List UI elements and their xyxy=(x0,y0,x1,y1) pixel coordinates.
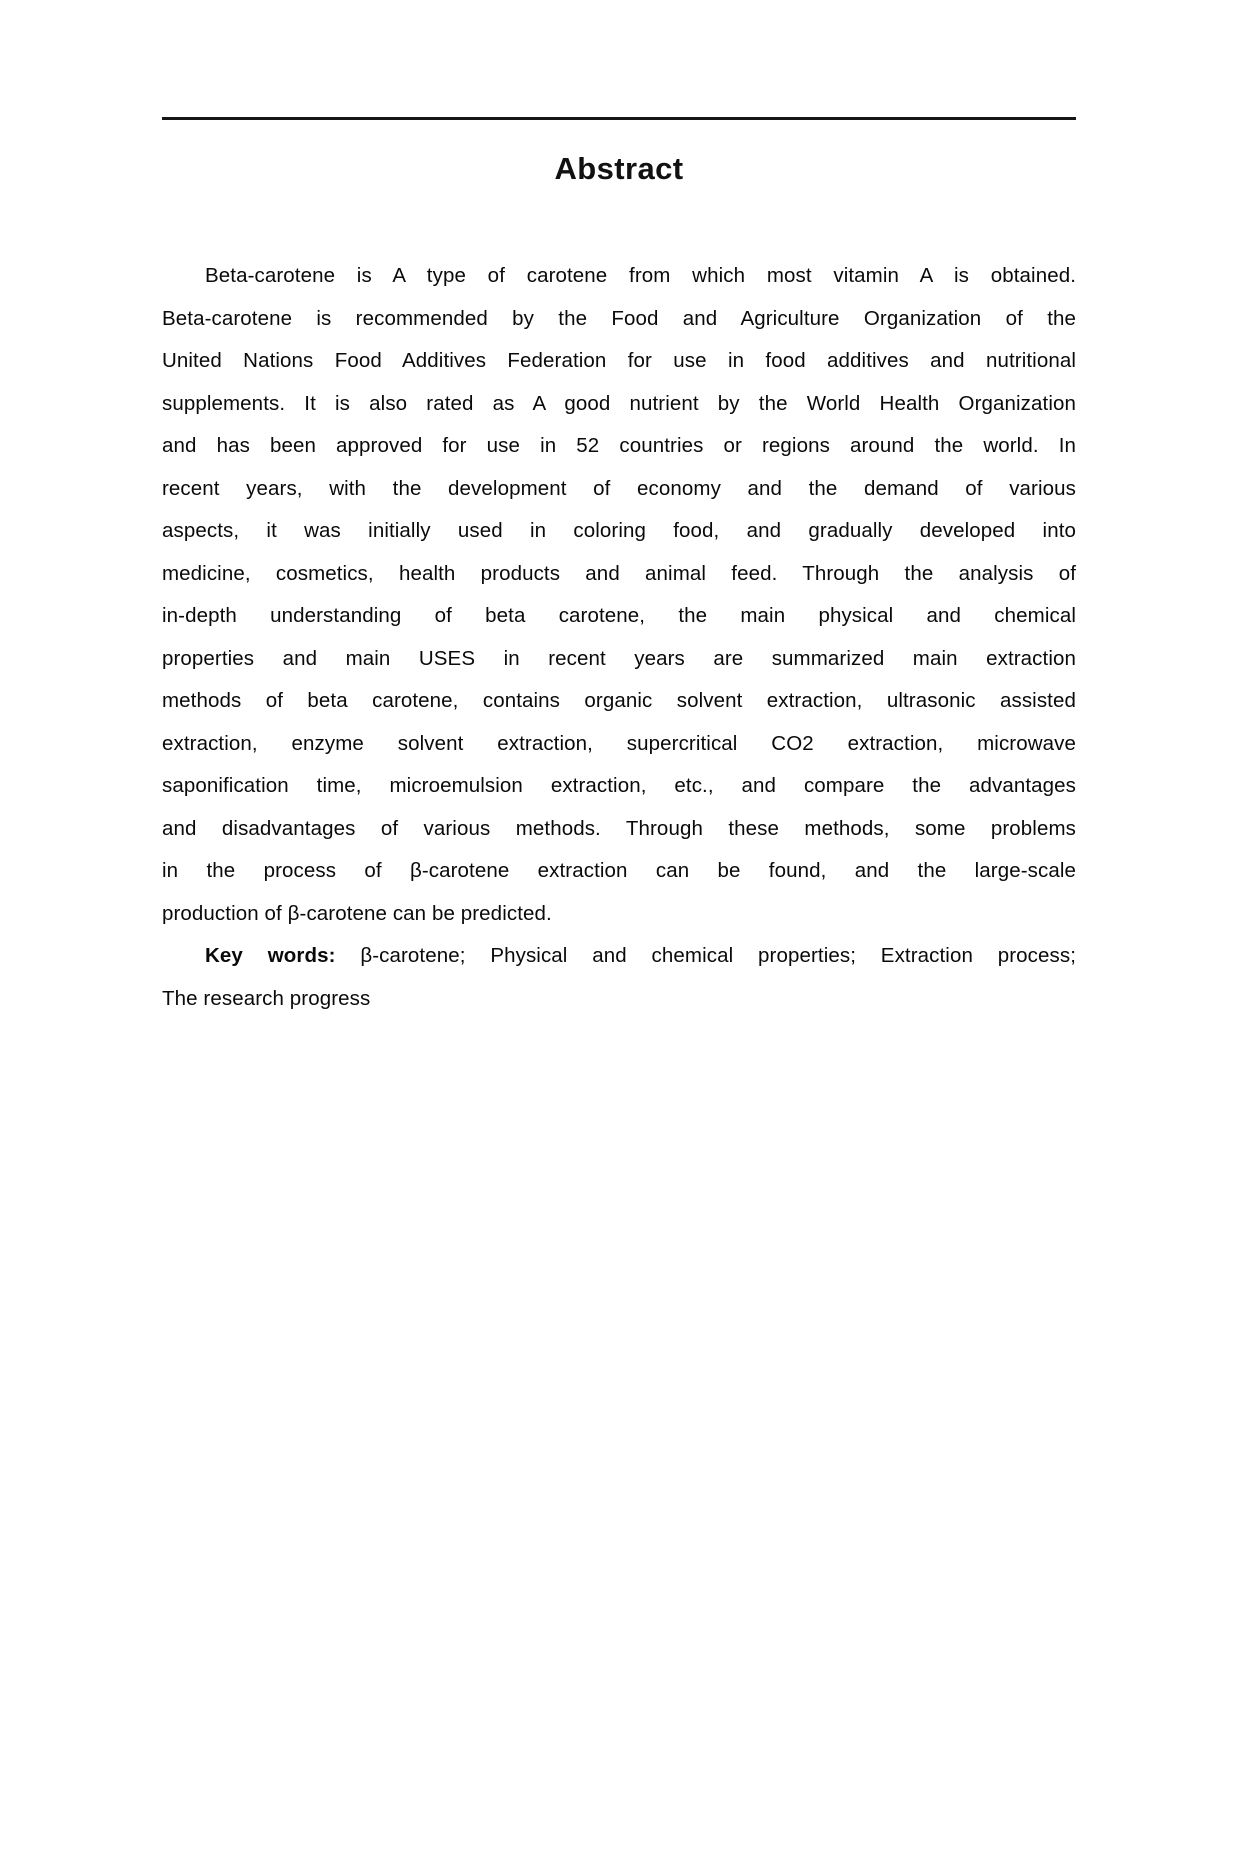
keywords-tail-line: The research progress xyxy=(162,986,371,1010)
abstract-line: saponification time, microemulsion extraction, etc., and compare the advantages xyxy=(162,774,1076,797)
abstract-line: methods of beta carotene, contains organic solvent extraction, ultrasonic assisted xyxy=(162,689,1076,712)
keywords-label: Key words: xyxy=(205,944,336,967)
document-page xyxy=(0,117,1240,1871)
abstract-line: supplements. It is also rated as A good nutrient by the World Health Organization xyxy=(162,391,1076,415)
keywords-paragraph xyxy=(162,935,1076,1020)
abstract-line: production of β-carotene can be predicted. xyxy=(162,901,552,925)
header-rule xyxy=(162,117,1076,120)
abstract-line: Beta-carotene is A type of carotene from which most vitamin A is obtained. xyxy=(205,264,1076,287)
abstract-paragraph xyxy=(162,255,1076,935)
keywords-items: β-carotene; Physical and chemical properties; Extraction process; xyxy=(360,944,1077,967)
keywords-line xyxy=(162,935,1076,978)
abstract-line: medicine, cosmetics, health products and animal feed. Through the analysis of xyxy=(162,561,1076,585)
abstract-line: aspects, it was initially used in coloring food, and gradually developed into xyxy=(162,519,1076,542)
abstract-line: in-depth understanding of beta carotene, the main physical and chemical xyxy=(162,604,1076,627)
abstract-line: extraction, enzyme solvent extraction, supercritical CO2 extraction, microwave xyxy=(162,731,1076,755)
page-title: Abstract xyxy=(554,151,684,186)
abstract-line: in the process of β-carotene extraction can be found, and the large-scale xyxy=(162,859,1076,882)
abstract-line: United Nations Food Additives Federation for use in food additives and nutritional xyxy=(162,349,1076,372)
abstract-line: and disadvantages of various methods. Through these methods, some problems xyxy=(162,816,1076,840)
abstract-line: Beta-carotene is recommended by the Food and Agriculture Organization of the xyxy=(162,306,1076,330)
abstract-line: properties and main USES in recent years are summarized main extraction xyxy=(162,646,1076,670)
abstract-line: and has been approved for use in 52 countries or regions around the world. In xyxy=(162,434,1076,457)
abstract-line: recent years, with the development of economy and the demand of various xyxy=(162,476,1076,500)
